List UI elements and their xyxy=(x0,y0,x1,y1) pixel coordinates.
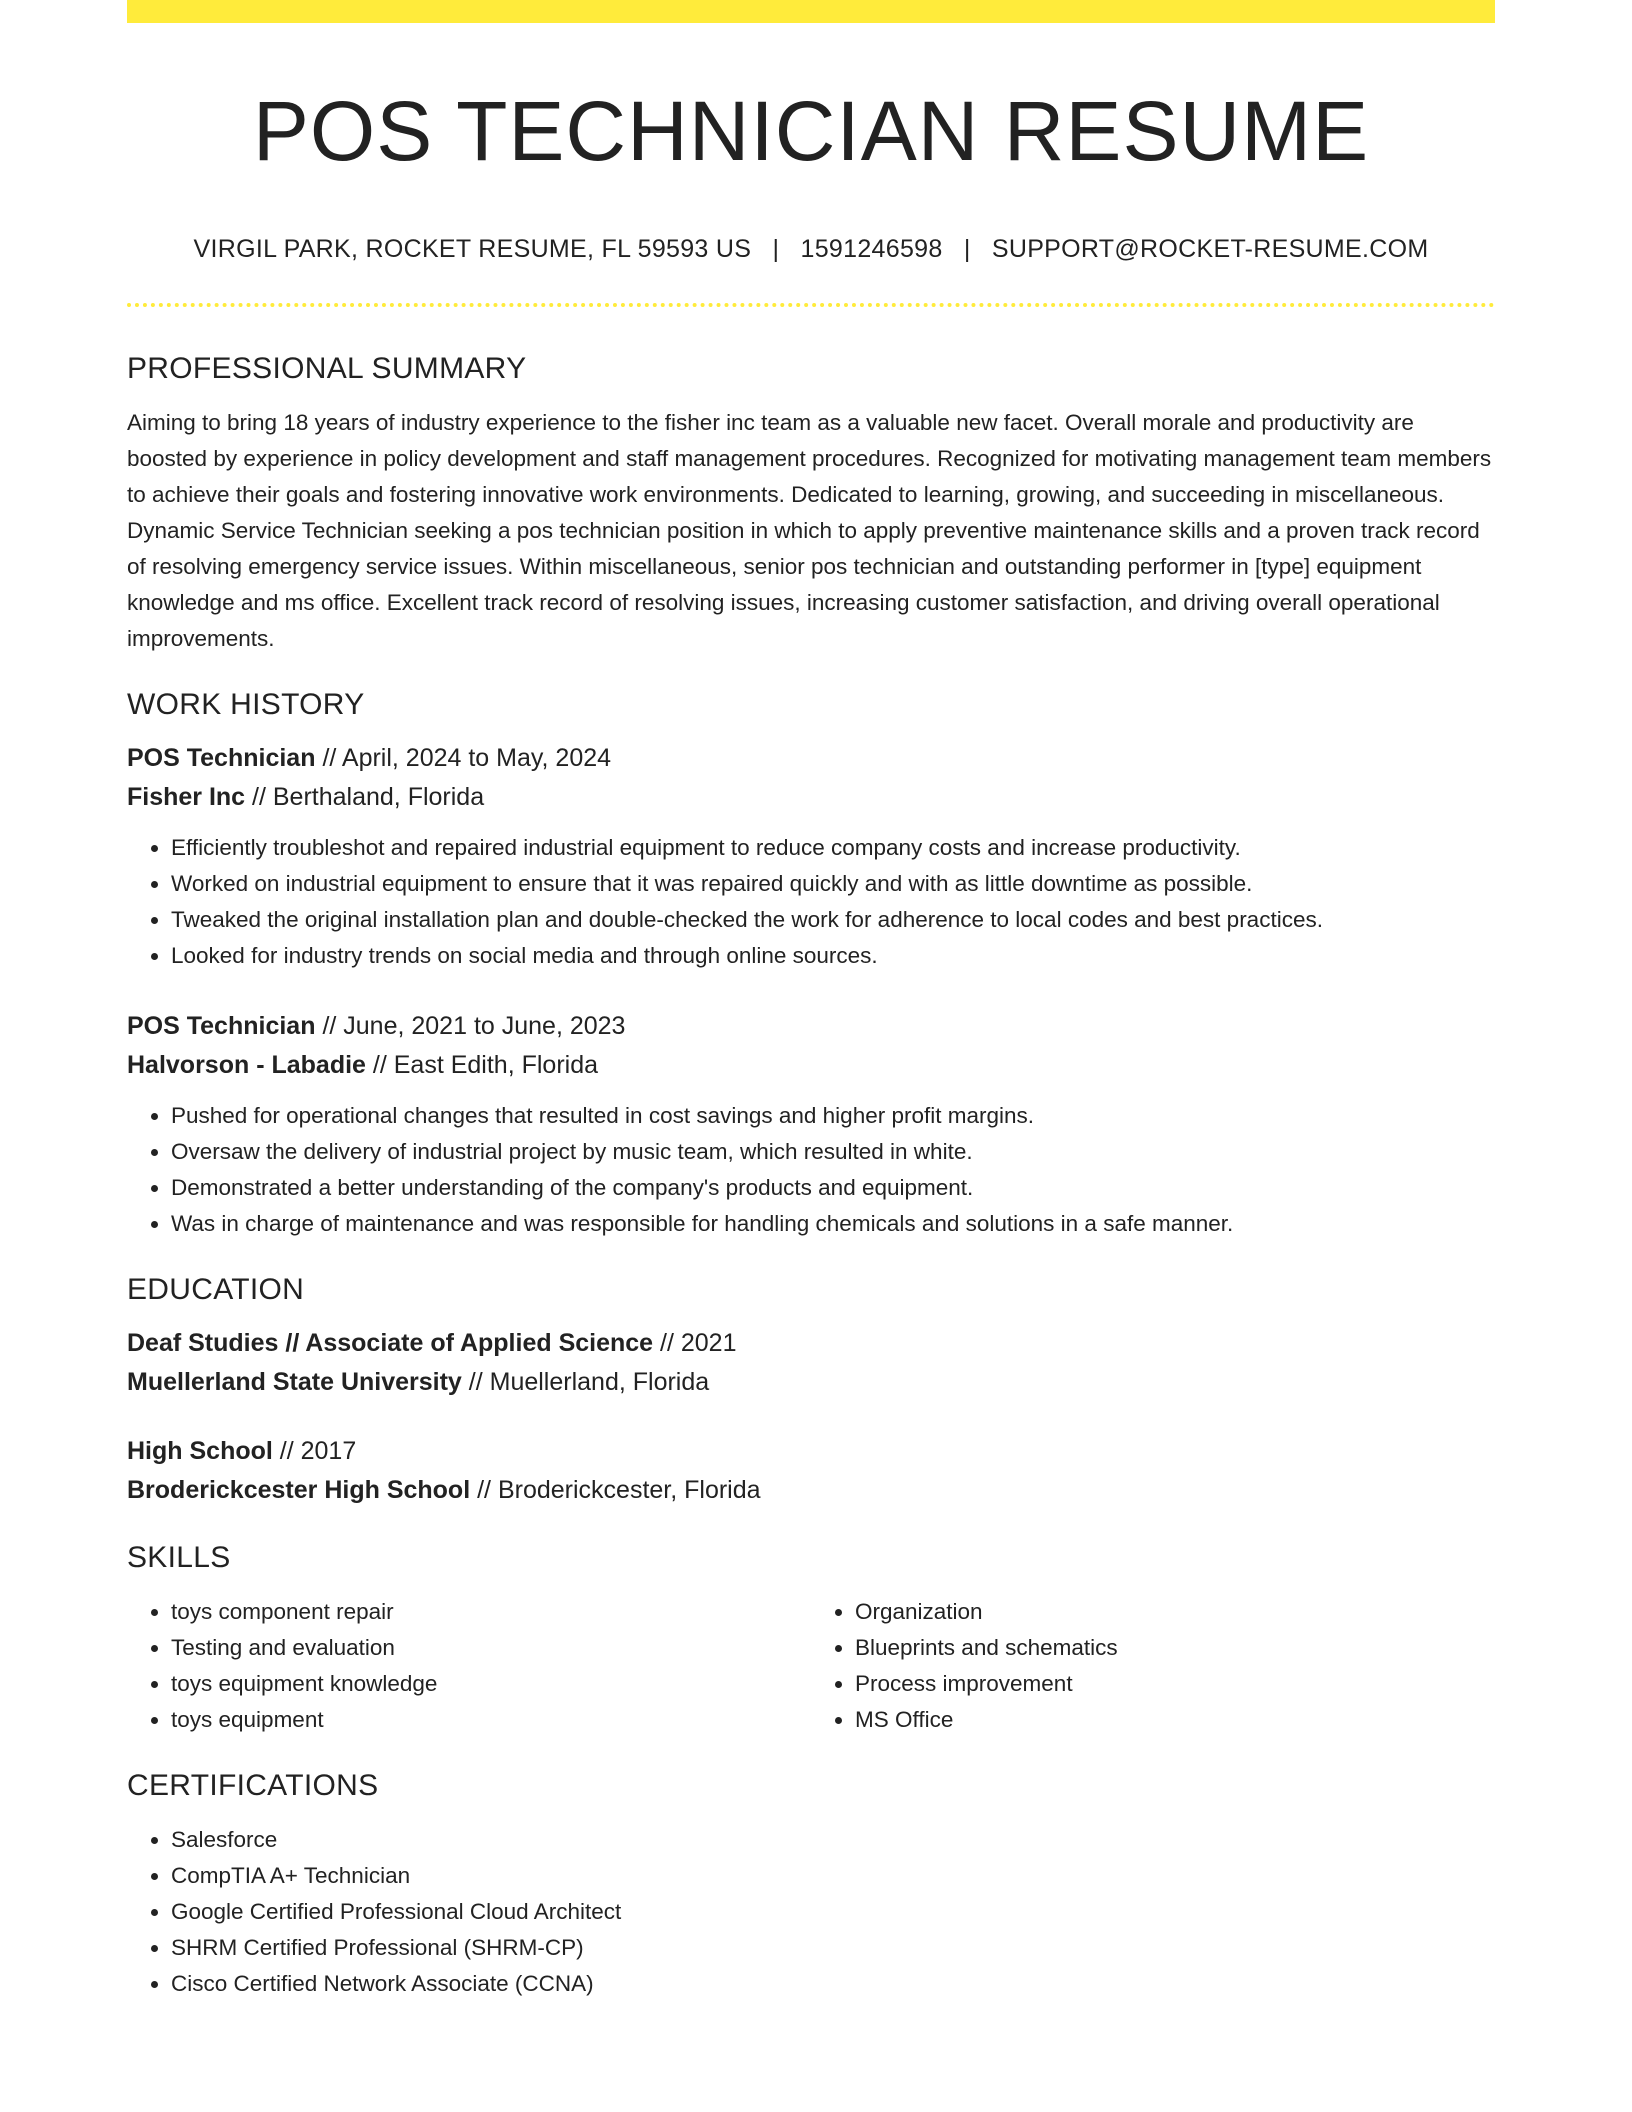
list-item: • Efficiently troubleshot and repaired industrial equipment to reduce company costs and increase productivity. xyxy=(171,830,1495,866)
list-item: • Was in charge of maintenance and was responsible for handling chemicals and solutions in a safe manner. xyxy=(171,1206,1495,1242)
resume-page xyxy=(127,0,1495,2002)
list-item: • Looked for industry trends on social media and through online sources. xyxy=(171,938,1495,974)
section-heading-skills: SKILLS xyxy=(127,1541,231,1575)
education-school: Muellerland State University xyxy=(127,1368,462,1397)
job-location: // Berthaland, Florida xyxy=(252,783,485,812)
list-item: • SHRM Certified Professional (SHRM-CP) xyxy=(171,1930,1495,1966)
education-section xyxy=(127,1273,1495,1510)
top-accent-bar xyxy=(127,0,1495,23)
job-company-line xyxy=(127,1046,1495,1085)
section-heading-certifications: CERTIFICATIONS xyxy=(127,1769,379,1803)
education-location: // Broderickcester, Florida xyxy=(477,1476,761,1505)
list-item: • Demonstrated a better understanding of the company's products and equipment. xyxy=(171,1170,1495,1206)
job-title: POS Technician xyxy=(127,1012,316,1041)
section-heading-education: EDUCATION xyxy=(127,1273,305,1307)
list-item: • Worked on industrial equipment to ensure that it was repaired quickly and with as little downtime as possible. xyxy=(171,866,1495,902)
skills-section xyxy=(127,1541,1495,1738)
list-item: • toys component repair xyxy=(171,1594,811,1630)
section-heading-work-history: WORK HISTORY xyxy=(127,688,365,722)
education-school-line xyxy=(127,1471,1495,1510)
job-entry xyxy=(127,739,1495,974)
list-item: • Blueprints and schematics xyxy=(855,1630,1495,1666)
list-item: • Salesforce xyxy=(171,1822,1495,1858)
list-item: • Cisco Certified Network Associate (CCNA) xyxy=(171,1966,1495,2002)
work-history-section xyxy=(127,688,1495,1242)
summary-section xyxy=(127,352,1495,657)
education-degree-line xyxy=(127,1432,1495,1471)
education-year: // 2017 xyxy=(279,1437,357,1466)
education-entry xyxy=(127,1432,1495,1510)
list-item: • Google Certified Professional Cloud Architect xyxy=(171,1894,1495,1930)
summary-text: Aiming to bring 18 years of industry experience to the fisher inc team as a valuable new facet. Overall morale and productivity are boosted by experience in policy development and staff management procedures. Recognized for motivating management team members to achieve their goals and fostering innovative work environments. Dedicated to learning, growing, and succeeding in miscellaneous. Dynamic Service Technician seeking a pos technician position in which to apply preventive maintenance skills and a proven track record of resolving emergency service issues. Within miscellaneous, senior pos technician and outstanding performer in [type] equipment knowledge and ms office. Excellent track record of resolving issues, increasing customer satisfaction, and driving overall operational improvements. xyxy=(127,410,1492,652)
education-school: Broderickcester High School xyxy=(127,1476,471,1505)
job-bullets xyxy=(127,1098,1495,1242)
list-item: • Pushed for operational changes that resulted in cost savings and higher profit margins. xyxy=(171,1098,1495,1134)
job-company: Fisher Inc xyxy=(127,783,246,812)
list-item: • Process improvement xyxy=(855,1666,1495,1702)
job-location: // East Edith, Florida xyxy=(372,1051,599,1080)
education-entry xyxy=(127,1324,1495,1402)
contact-email: SUPPORT@ROCKET-RESUME.COM xyxy=(991,235,1429,264)
skills-list-right xyxy=(811,1594,1495,1738)
education-location: // Muellerland, Florida xyxy=(468,1368,710,1397)
contact-line xyxy=(127,235,1495,264)
job-title-line xyxy=(127,1007,1495,1046)
skills-list-left xyxy=(127,1594,811,1738)
job-dates: // June, 2021 to June, 2023 xyxy=(322,1012,626,1041)
job-dates: // April, 2024 to May, 2024 xyxy=(322,744,612,773)
list-item: • toys equipment xyxy=(171,1702,811,1738)
education-degree-line xyxy=(127,1324,1495,1363)
education-degree: Deaf Studies // Associate of Applied Science xyxy=(127,1329,654,1358)
list-item: • Oversaw the delivery of industrial project by music team, which resulted in white. xyxy=(171,1134,1495,1170)
contact-separator: | xyxy=(963,235,971,264)
list-item: • Testing and evaluation xyxy=(171,1630,811,1666)
contact-separator: | xyxy=(772,235,780,264)
list-item: • Organization xyxy=(855,1594,1495,1630)
job-title: POS Technician xyxy=(127,744,316,773)
job-entry xyxy=(127,1007,1495,1242)
job-company: Halvorson - Labadie xyxy=(127,1051,366,1080)
education-degree: High School xyxy=(127,1437,273,1466)
contact-phone: 1591246598 xyxy=(800,235,943,264)
list-item: • toys equipment knowledge xyxy=(171,1666,811,1702)
contact-address: VIRGIL PARK, ROCKET RESUME, FL 59593 US xyxy=(193,235,752,264)
education-year: // 2021 xyxy=(660,1329,737,1358)
dotted-divider xyxy=(127,303,1495,307)
list-item: • Tweaked the original installation plan and double-checked the work for adherence to local codes and best practices. xyxy=(171,902,1495,938)
certifications-section xyxy=(127,1769,1495,2002)
list-item: • MS Office xyxy=(855,1702,1495,1738)
section-heading-summary: PROFESSIONAL SUMMARY xyxy=(127,352,527,386)
certifications-list xyxy=(127,1822,1495,2002)
skills-columns xyxy=(127,1594,1495,1738)
job-bullets xyxy=(127,830,1495,974)
resume-title: POS TECHNICIAN RESUME xyxy=(252,84,1370,178)
job-title-line xyxy=(127,739,1495,778)
list-item: • CompTIA A+ Technician xyxy=(171,1858,1495,1894)
education-school-line xyxy=(127,1363,1495,1402)
job-company-line xyxy=(127,778,1495,817)
